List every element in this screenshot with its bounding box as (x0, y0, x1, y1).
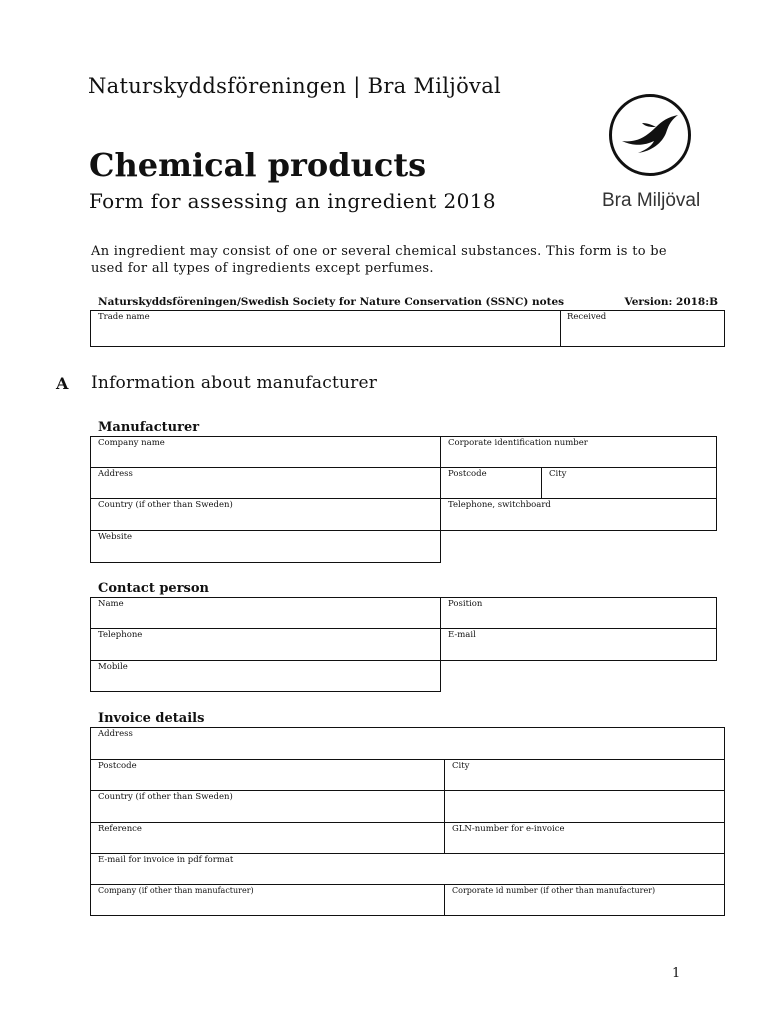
divider (560, 311, 561, 346)
address-cell (90, 467, 441, 499)
contact-telephone-field[interactable]: Telephone (98, 630, 143, 640)
received-field[interactable]: Received (567, 312, 607, 322)
reference-cell (90, 822, 445, 854)
telephone-switchboard-field[interactable]: Telephone, switchboard (448, 500, 551, 510)
invoice-company-cell (90, 884, 445, 916)
page-title: Chemical products (89, 146, 427, 184)
postcode-cell (440, 467, 542, 499)
invoice-address-cell (90, 727, 725, 760)
email-pdf-cell (90, 853, 725, 885)
corporate-id-field[interactable]: Corporate identification number (448, 438, 588, 448)
country-field[interactable]: Country (if other than Sweden) (98, 500, 233, 510)
contact-telephone-cell (90, 628, 441, 661)
invoice-city-field[interactable]: City (452, 761, 470, 771)
page-subtitle: Form for assessing an ingredient 2018 (89, 189, 496, 213)
telephone-switchboard-cell (440, 498, 717, 531)
gln-field[interactable]: GLN-number for e-invoice (452, 824, 565, 834)
version-label: Version: 2018:B (624, 296, 718, 308)
invoice-postcode-cell (90, 759, 445, 791)
invoice-company-field[interactable]: Company (if other than manufacturer) (98, 886, 254, 895)
invoice-postcode-field[interactable]: Postcode (98, 761, 137, 771)
section-letter: A (56, 374, 69, 393)
email-pdf-field[interactable]: E-mail for invoice in pdf format (98, 855, 234, 865)
company-name-cell (90, 436, 441, 468)
company-name-field[interactable]: Company name (98, 438, 165, 448)
gln-cell (444, 822, 725, 854)
trade-name-box (90, 310, 725, 347)
position-cell (440, 597, 717, 629)
trade-name-field[interactable]: Trade name (98, 312, 150, 322)
name-cell (90, 597, 441, 629)
organization-header: Naturskyddsföreningen | Bra Miljöval (88, 74, 502, 98)
invoice-corporate-id-cell (444, 884, 725, 916)
manufacturer-heading: Manufacturer (98, 420, 200, 435)
mobile-cell (90, 660, 441, 692)
ssnc-notes-label: Naturskyddsföreningen/Swedish Society for Nature Conservation (SSNC) notes (98, 296, 565, 308)
invoice-address-field[interactable]: Address (98, 729, 133, 739)
email-cell (440, 628, 717, 661)
address-field[interactable]: Address (98, 469, 133, 479)
manufacturer-table (90, 436, 717, 531)
country-cell (90, 498, 441, 531)
city-field[interactable]: City (549, 469, 567, 479)
intro-text: An ingredient may consist of one or several chemical substances. This form is to be used for all types of ingredients except perfumes. (91, 244, 667, 276)
section-title: Information about manufacturer (91, 373, 378, 393)
city-cell (541, 467, 717, 499)
postcode-field[interactable]: Postcode (448, 469, 487, 479)
invoice-details-heading: Invoice details (98, 711, 205, 726)
bird-icon (612, 97, 688, 173)
logo-text: Bra Miljöval (602, 190, 701, 211)
contact-person-heading: Contact person (98, 581, 209, 596)
mobile-field[interactable]: Mobile (98, 662, 128, 672)
name-field[interactable]: Name (98, 599, 124, 609)
invoice-blank-cell[interactable] (444, 790, 725, 823)
email-field[interactable]: E-mail (448, 630, 476, 640)
website-field[interactable]: Website (98, 532, 133, 542)
position-field[interactable]: Position (448, 599, 483, 609)
page-number: 1 (672, 966, 681, 981)
website-cell (90, 530, 441, 563)
reference-field[interactable]: Reference (98, 824, 142, 834)
corporate-id-cell (440, 436, 717, 468)
invoice-city-cell (444, 759, 725, 791)
invoice-corporate-id-field[interactable]: Corporate id number (if other than manufacturer) (452, 886, 656, 895)
logo-circle (609, 94, 691, 176)
invoice-country-cell (90, 790, 445, 823)
invoice-country-field[interactable]: Country (if other than Sweden) (98, 792, 233, 802)
